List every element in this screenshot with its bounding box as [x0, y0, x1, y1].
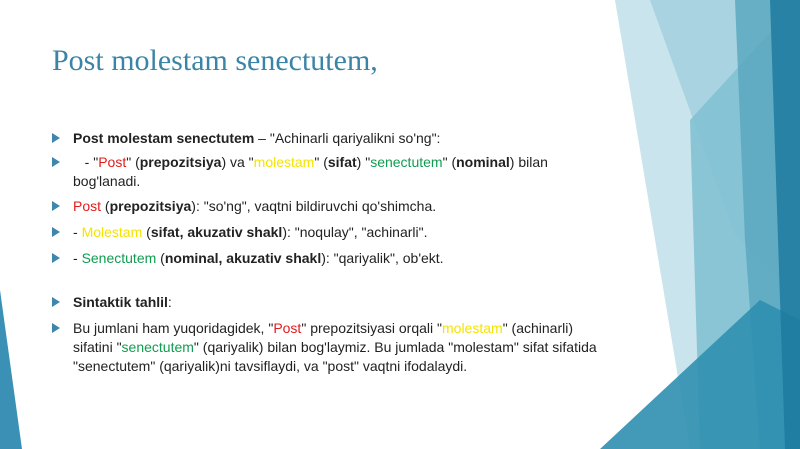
bullet-item-text	[73, 129, 597, 148]
text-segment: senectutem	[121, 339, 194, 355]
text-segment: ) bilan bog'lanadi.	[73, 154, 552, 189]
text-segment: Post	[98, 154, 127, 170]
text-segment: – "Achinarli qariyalikni so'ng":	[254, 130, 441, 146]
text-segment: ): "noqulay", "achinarli".	[282, 224, 428, 240]
slide-title: Post molestam senectutem,	[52, 44, 378, 77]
bullet-item-syntax-body	[52, 319, 597, 376]
text-segment: prepozitsiya	[139, 154, 222, 170]
bullet-item-structure	[52, 153, 597, 191]
text-segment: " (	[126, 154, 140, 170]
bullet-item-text	[73, 293, 597, 312]
text-segment: nominal, akuzativ shakl	[164, 250, 322, 266]
bullet-item-text	[73, 223, 597, 242]
bullet-item-post	[52, 197, 597, 216]
bullet-item-molestam	[52, 223, 597, 242]
text-segment: Senectutem	[81, 250, 157, 266]
triangle-right-icon	[52, 157, 60, 167]
text-segment: senectutem	[370, 154, 443, 170]
text-segment: (	[156, 250, 165, 266]
triangle-right-icon	[52, 253, 60, 263]
text-segment: " prepozitsiyasi orqali "	[301, 320, 442, 336]
text-segment: ) va "	[221, 154, 254, 170]
deco-shape-left	[0, 290, 22, 449]
text-segment: sifat, akuzativ shakl	[150, 224, 283, 240]
text-segment: ) "	[356, 154, 371, 170]
text-segment: " (qariyalik) bilan bog'laymiz. Bu jumlada "molestam" sifat sifatida "senectutem" (qariyalik)ni tavsiflaydi, va "post" vaqtni ifodalaydi.	[73, 339, 597, 374]
text-segment: molestam	[442, 320, 503, 336]
text-segment: Post	[273, 320, 302, 336]
bullet-item-phrase	[52, 129, 597, 148]
text-segment: (	[101, 198, 110, 214]
text-segment: " (	[314, 154, 328, 170]
text-segment: " (	[442, 154, 457, 170]
bullet-item-text	[73, 319, 597, 376]
bullet-item-syntax-heading	[52, 293, 597, 312]
text-segment: molestam	[253, 154, 315, 170]
triangle-right-icon	[52, 297, 60, 307]
text-segment: ): "so'ng", vaqtni bildiruvchi qo'shimcha.	[191, 198, 437, 214]
text-segment: Post	[73, 198, 102, 214]
text-segment: nominal	[456, 154, 510, 170]
text-segment: Post molestam senectutem	[73, 130, 255, 146]
bullet-item-text	[73, 153, 597, 191]
text-segment: (	[142, 224, 151, 240]
bullet-item-text	[73, 249, 597, 268]
bullet-item-text	[73, 197, 597, 216]
text-segment: ): "qariyalik", ob'ekt.	[321, 250, 444, 266]
text-segment: :	[167, 294, 172, 310]
bullet-list	[52, 129, 597, 376]
triangle-right-icon	[52, 201, 60, 211]
triangle-right-icon	[52, 227, 60, 237]
text-segment: Bu jumlani ham yuqoridagidek, "	[73, 320, 274, 336]
text-segment: -	[73, 250, 82, 266]
text-segment: Sintaktik tahlil	[73, 294, 168, 310]
bullet-item-senectutem	[52, 249, 597, 268]
text-segment: " (achinarli) sifatini "	[73, 320, 574, 355]
text-segment: - "	[73, 154, 99, 170]
triangle-right-icon	[52, 133, 60, 143]
triangle-right-icon	[52, 323, 60, 333]
text-segment: prepozitsiya	[109, 198, 192, 214]
text-segment: -	[73, 224, 82, 240]
text-segment: Molestam	[81, 224, 143, 240]
text-segment: sifat	[327, 154, 357, 170]
